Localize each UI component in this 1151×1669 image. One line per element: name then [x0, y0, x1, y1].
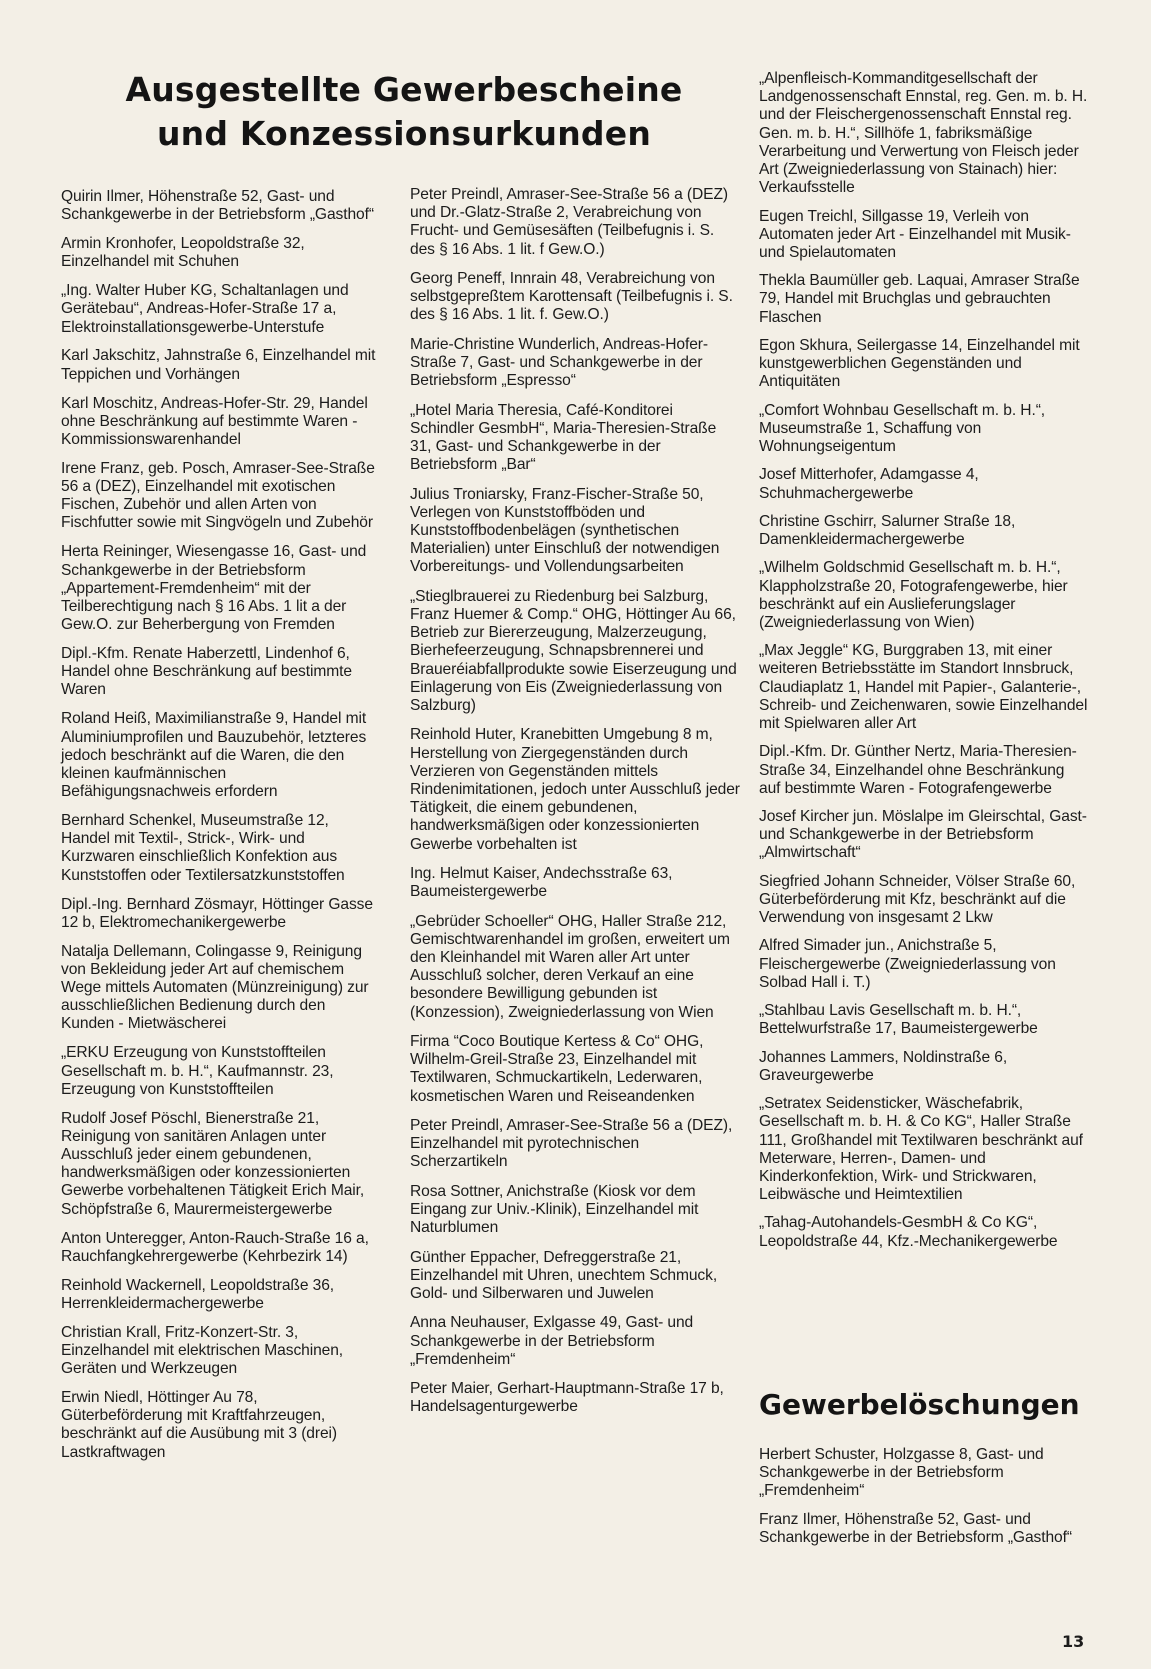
column-2 [410, 186, 740, 1428]
list-item: Erwin Niedl, Höttinger Au 78, Güterbeförderung mit Kraftfahrzeugen, beschränkt auf die Ausübung mit 3 (drei) Lastkraftwagen [61, 1389, 337, 1461]
list-item: Eugen Treichl, Sillgasse 19, Verleih von Automaten jeder Art - Einzelhandel mit Musik- und Spielautomaten [759, 207, 1071, 261]
list-item: Dipl.-Ing. Bernhard Zösmayr, Höttinger Gasse 12 b, Elektromechanikergewerbe [61, 895, 373, 931]
list-item: Christian Krall, Fritz-Konzert-Str. 3, Einzelhandel mit elektrischen Maschinen, Geräten und Werkzeugen [61, 1323, 344, 1378]
list-item: „Hotel Maria Theresia, Café-Konditorei Schindler GesmbH“, Maria-Theresien-Straße 31, Gast- und Schankgewerbe in der Betriebsform „Bar“ [410, 401, 717, 474]
list-item: Christine Gschirr, Salurner Straße 18, Damenkleidermachergewerbe [759, 512, 1016, 549]
list-item: Herta Reininger, Wiesengasse 16, Gast- und Schankgewerbe in der Betriebsform „Appartement-Fremdenheim“ mit der Teilberechtigung nach § 16 Abs. 1 lit a der Gew.O. zur Beherbergung von Fremden [61, 543, 367, 634]
list-item: „ERKU Erzeugung von Kunststoffteilen Gesellschaft m. b. H.“, Kaufmannstr. 23, Erzeugung von Kunststoffteilen [61, 1044, 334, 1098]
list-item: Josef Mitterhofer, Adamgasse 4, Schuhmachergewerbe [759, 466, 979, 502]
list-item: „Tahag-Autohandels-GesmbH & Co KG“, Leopoldstraße 44, Kfz.-Mechanikergewerbe [759, 1214, 1058, 1250]
column-3 [759, 70, 1089, 1261]
list-item: Anton Unteregger, Anton-Rauch-Straße 16 a, Rauchfangkehrergewerbe (Kehrbezirk 14) [61, 1229, 369, 1265]
column-1 [61, 188, 379, 1473]
list-item: „Gebrüder Schoeller“ OHG, Haller Straße 212, Gemischtwarenhandel im großen, erweitert um den Kleinhandel mit Waren aller Art unter Ausschluß solcher, deren Verkauf an eine besondere Bewilligung gebunden ist (Konzession), Zweigniederlassung von Wien [410, 912, 730, 1021]
list-item: Irene Franz, geb. Posch, Amraser-See-Straße 56 a (DEZ), Einzelhandel mit exotischen Fischen, Zubehör und allen Arten von Fischfutter sowie mit Singvögeln und Zubehör [61, 459, 375, 532]
list-item: Karl Moschitz, Andreas-Hofer-Str. 29, Handel ohne Beschränkung auf bestimmte Waren - Kommissionswarenhandel [61, 394, 368, 448]
list-item: Johannes Lammers, Noldinstraße 6, Graveurgewerbe [759, 1048, 1008, 1084]
list-item: Thekla Baumüller geb. Laquai, Amraser Straße 79, Handel mit Bruchglas und gebrauchten Flaschen [759, 272, 1080, 326]
list-item: „Stahlbau Lavis Gesellschaft m. b. H.“, Bettelwurfstraße 17, Baumeistergewerbe [759, 1002, 1038, 1038]
list-item: „Ing. Walter Huber KG, Schaltanlagen und Gerätebau“, Andreas-Hofer-Straße 17 a, Elektroinstallationsgewerbe-Unterstufe [61, 282, 349, 336]
list-item: Franz Ilmer, Höhenstraße 52, Gast- und Schankgewerbe in der Betriebsform „Gasthof“ [759, 1511, 1072, 1547]
deletions-list [759, 1446, 1089, 1558]
list-item: Herbert Schuster, Holzgasse 8, Gast- und Schankgewerbe in der Betriebsform „Fremdenheim“ [759, 1446, 1044, 1500]
section-heading-deletions: Gewerbelöschungen [759, 1388, 1080, 1421]
list-item: Bernhard Schenkel, Museumstraße 12, Handel mit Textil-, Strick-, Wirk- und Kurzwaren einschließlich Konfektion aus Kunststoffen oder Textilersatzkunststoffen [61, 812, 345, 884]
list-item: „Alpenfleisch-Kommanditgesellschaft der Landgenossenschaft Ennstal, reg. Gen. m. b. H. und der Fleischergenossenschaft Ennstal reg. Gen. m. b. H.“, Sillhöfe 1, fabriksmäßige Verarbeitung und Verwertung von Fleisch jeder Art (Zweigniederlassung von Stainach) hier: Verkaufsstelle [759, 70, 1088, 197]
list-item: Josef Kircher jun. Möslalpe im Gleirschtal, Gast- und Schankgewerbe in der Betriebsform „Almwirtschaft“ [759, 808, 1087, 862]
list-item: Egon Skhura, Seilergasse 14, Einzelhandel mit kunstgewerblichen Gegenständen und Antiquitäten [759, 336, 1080, 391]
list-item: Peter Preindl, Amraser-See-Straße 56 a (DEZ), Einzelhandel mit pyrotechnischen Scherzartikeln [410, 1117, 733, 1171]
list-item: Günther Eppacher, Defreggerstraße 21, Einzelhandel mit Uhren, unechtem Schmuck, Gold- und Silberwaren und Juwelen [410, 1248, 718, 1303]
list-item: Anna Neuhauser, Exlgasse 49, Gast- und Schankgewerbe in der Betriebsform „Fremdenheim“ [410, 1314, 694, 1368]
list-item: Firma “Coco Boutique Kertess & Co“ OHG, Wilhelm-Greil-Straße 23, Einzelhandel mit Textilwaren, Schmuckartikeln, Lederwaren, kosmetischen Waren und Reiseandenken [410, 1033, 704, 1105]
heading-line-2: und Konzessionsurkunden [156, 114, 652, 153]
list-item: Alfred Simader jun., Anichstraße 5, Fleischergewerbe (Zweigniederlassung von Solbad Hall i. T.) [759, 937, 1056, 991]
list-item: Rudolf Josef Pöschl, Bienerstraße 21, Reinigung von sanitären Anlagen unter Ausschluß jeder einem gebundenen, handwerksmäßigen oder konzessionierten Gewerbe vorbehaltenen Tätigkeit Erich Mair, Schöpfstraße 6, Maurermeistergewerbe [61, 1109, 365, 1218]
list-item: Siegfried Johann Schneider, Völser Straße 60, Güterbeförderung mit Kfz, beschränkt auf die Verwendung von insgesamt 2 Lkw [759, 872, 1076, 927]
list-item: Marie-Christine Wunderlich, Andreas-Hofer-Straße 7, Gast- und Schankgewerbe in der Betriebsform „Espresso“ [410, 335, 708, 390]
list-item: Peter Maier, Gerhart-Hauptmann-Straße 17 b, Handelsagenturgewerbe [410, 1380, 724, 1416]
list-item: Julius Troniarsky, Franz-Fischer-Straße 50, Verlegen von Kunststoffböden und Kunststoffbodenbelägen (synthetischen Materialien) unter Einschluß der notwendigen Vorbereitungs- und Vollendungsarbeiten [410, 485, 720, 576]
list-item: „Stieglbrauerei zu Riedenburg bei Salzburg, Franz Huemer & Comp.“ OHG, Höttinger Au 66, Betrieb zur Biererzeugung, Malzerzeugung, Bierhefeerzeugung, Schnapsbrennerei und Braueréiabfallprodukte sowie Eiserzeugung und Einlagerung von Eis (Zweigniederlassung von Salzburg) [410, 587, 737, 715]
heading-line-1: Ausgestellte Gewerbescheine [125, 70, 683, 109]
list-item: Dipl.-Kfm. Renate Haberzettl, Lindenhof 6, Handel ohne Beschränkung auf bestimmte Waren [61, 645, 352, 699]
list-item: „Setratex Seidensticker, Wäschefabrik, Gesellschaft m. b. H. & Co KG“, Haller Straße 111, Großhandel mit Textilwaren beschränkt auf Meterware, Herren-, Damen- und Kinderkonfektion, Wirk- und Strickwaren, Leibwäsche und Heimtextilien [759, 1095, 1083, 1204]
list-item: Natalja Dellemann, Colingasse 9, Reinigung von Bekleidung jeder Art auf chemischem Wege mittels Automaten (Münzreinigung) zur ausschließlichen Bedienung durch den Kunden - Mietwäscherei [61, 942, 369, 1033]
list-item: Roland Heiß, Maximilianstraße 9, Handel mit Aluminiumprofilen und Bauzubehör, letzteres jedoch beschränkt auf die Waren, die den kleinen kaufmännischen Befähigungsnachweis erfordern [61, 710, 367, 801]
list-item: Quirin Ilmer, Höhenstraße 52, Gast- und Schankgewerbe in der Betriebsform „Gasthof“ [61, 188, 374, 224]
page-heading [124, 68, 684, 156]
list-item: „Wilhelm Goldschmid Gesellschaft m. b. H.“, Klappholzstraße 20, Fotografengewerbe, hier beschränkt auf ein Auslieferungslager (Zweigniederlassung von Wien) [759, 559, 1068, 631]
list-item: Reinhold Huter, Kranebitten Umgebung 8 m, Herstellung von Ziergegenständen durch Verzieren von Gegenständen mittels Rindenimitationen, jedoch unter Ausschluß jeder Tätigkeit, die einem gebundenen, handwerksmäßigen oder konzessionierten Gewerbe vorbehalten ist [410, 726, 740, 853]
list-item: Dipl.-Kfm. Dr. Günther Nertz, Maria-Theresien-Straße 34, Einzelhandel ohne Beschränkung auf bestimmte Waren - Fotografengewerbe [759, 743, 1077, 797]
list-item: Armin Kronhofer, Leopoldstraße 32, Einzelhandel mit Schuhen [61, 235, 305, 271]
page-number: 13 [1062, 1632, 1085, 1651]
list-item: „Max Jeggle“ KG, Burggraben 13, mit einer weiteren Betriebsstätte im Standort Innsbruck, Claudiaplatz 1, Handel mit Papier-, Galanterie-, Schreib- und Zeichenwaren, sowie Einzelhandel mit Spielwaren aller Art [759, 642, 1088, 733]
list-item: Ing. Helmut Kaiser, Andechsstraße 63, Baumeistergewerbe [410, 865, 673, 901]
list-item: Georg Peneff, Innrain 48, Verabreichung von selbstgepreßtem Karottensaft (Teilbefugnis i. S. des § 16 Abs. 1 lit. f. Gew.O.) [410, 270, 733, 324]
list-item: Rosa Sottner, Anichstraße (Kiosk vor dem Eingang zur Univ.-Klinik), Einzelhandel mit Naturblumen [410, 1182, 699, 1237]
list-item: Reinhold Wackernell, Leopoldstraße 36, Herrenkleidermachergewerbe [61, 1276, 334, 1312]
list-item: Karl Jakschitz, Jahnstraße 6, Einzelhandel mit Teppichen und Vorhängen [61, 347, 376, 383]
list-item: „Comfort Wohnbau Gesellschaft m. b. H.“, Museumstraße 1, Schaffung von Wohnungseigentum [759, 401, 1046, 456]
list-item: Peter Preindl, Amraser-See-Straße 56 a (DEZ) und Dr.-Glatz-Straße 2, Verabreichung von Frucht- und Gemüsesäften (Teilbefugnis i. S. des § 16 Abs. 1 lit. f Gew.O.) [410, 186, 728, 258]
